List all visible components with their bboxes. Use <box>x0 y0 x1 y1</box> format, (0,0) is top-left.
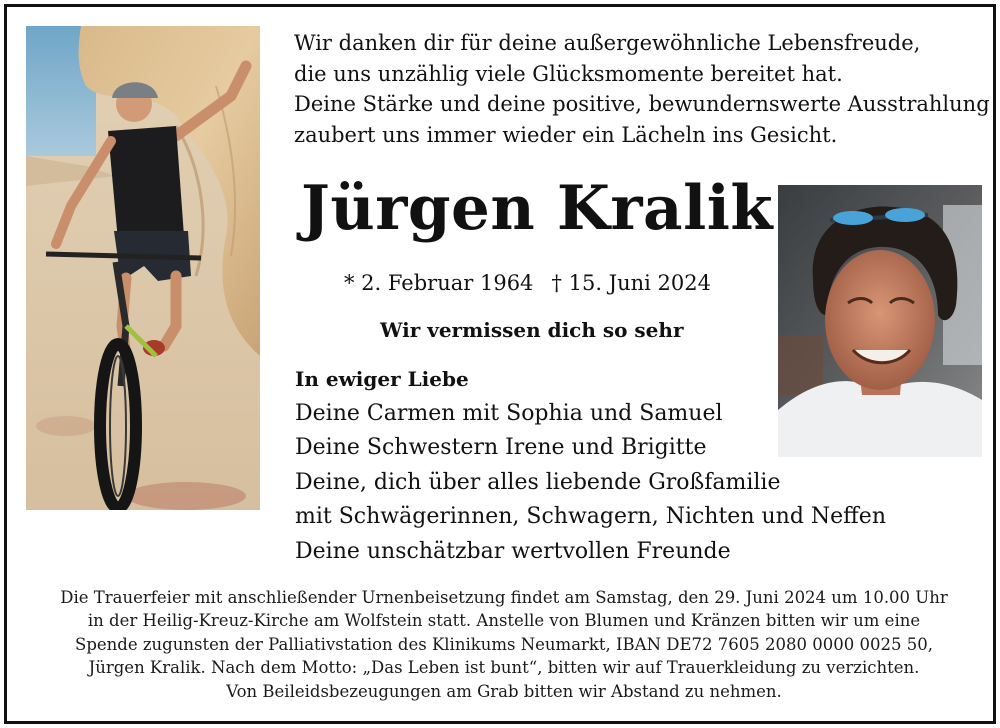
tribute-line: Deine Stärke und deine positive, bewundernswerte Ausstrahlung <box>294 92 990 116</box>
death-date: † 15. Juni 2024 <box>551 271 711 295</box>
tribute-line: Wir danken dir für deine außergewöhnliche Lebensfreude, <box>294 31 921 55</box>
portrait-photo-image <box>778 185 982 457</box>
funeral-line: Spende zugunsten der Palliativstation des Klinikums Neumarkt, IBAN DE72 7605 2080 0000 0025 50, <box>75 634 933 654</box>
portrait-photo <box>778 185 982 457</box>
cyclist-photo <box>26 26 260 510</box>
deceased-name: Jürgen Kralik <box>301 173 774 244</box>
mourner-line: mit Schwägerinnen, Schwagern, Nichten und Neffen <box>295 504 886 529</box>
birth-date: * 2. Februar 1964 <box>344 271 534 295</box>
tribute-text <box>294 28 990 150</box>
funeral-line: in der Heilig-Kreuz-Kirche am Wolfstein statt. Anstelle von Blumen und Kränzen bitten wir um eine <box>87 611 921 631</box>
mourner-line: Deine Schwestern Irene und Brigitte <box>295 435 707 460</box>
mourner-line: Deine unschätzbar wertvollen Freunde <box>295 538 731 564</box>
funeral-line: Von Beileidsbezeugungen am Grab bitten wir Abstand zu nehmen. <box>226 681 782 701</box>
obituary-notice <box>4 4 996 724</box>
motto-line: Wir vermissen dich so sehr <box>380 318 684 342</box>
tribute-line: die uns unzählig viele Glücksmomente bereitet hat. <box>294 61 843 86</box>
funeral-line: Jürgen Kralik. Nach dem Motto: „Das Leben ist bunt“, bitten wir auf Trauerkleidung zu verzichten. <box>88 658 920 678</box>
funeral-line: Die Trauerfeier mit anschließender Urnenbeisetzung findet am Samstag, den 29. Juni 2024 um 10.00 Uhr <box>60 588 948 607</box>
mourner-line: Deine Carmen mit Sophia und Samuel <box>295 400 723 426</box>
life-dates <box>344 271 711 295</box>
cyclist-photo-image <box>26 26 260 510</box>
mourners-heading: In ewiger Liebe <box>295 367 469 391</box>
funeral-notice <box>19 586 989 703</box>
tribute-line: zaubert uns immer wieder ein Lächeln ins Gesicht. <box>294 122 838 147</box>
mourner-line: Deine, dich über alles liebende Großfamilie <box>295 469 781 495</box>
